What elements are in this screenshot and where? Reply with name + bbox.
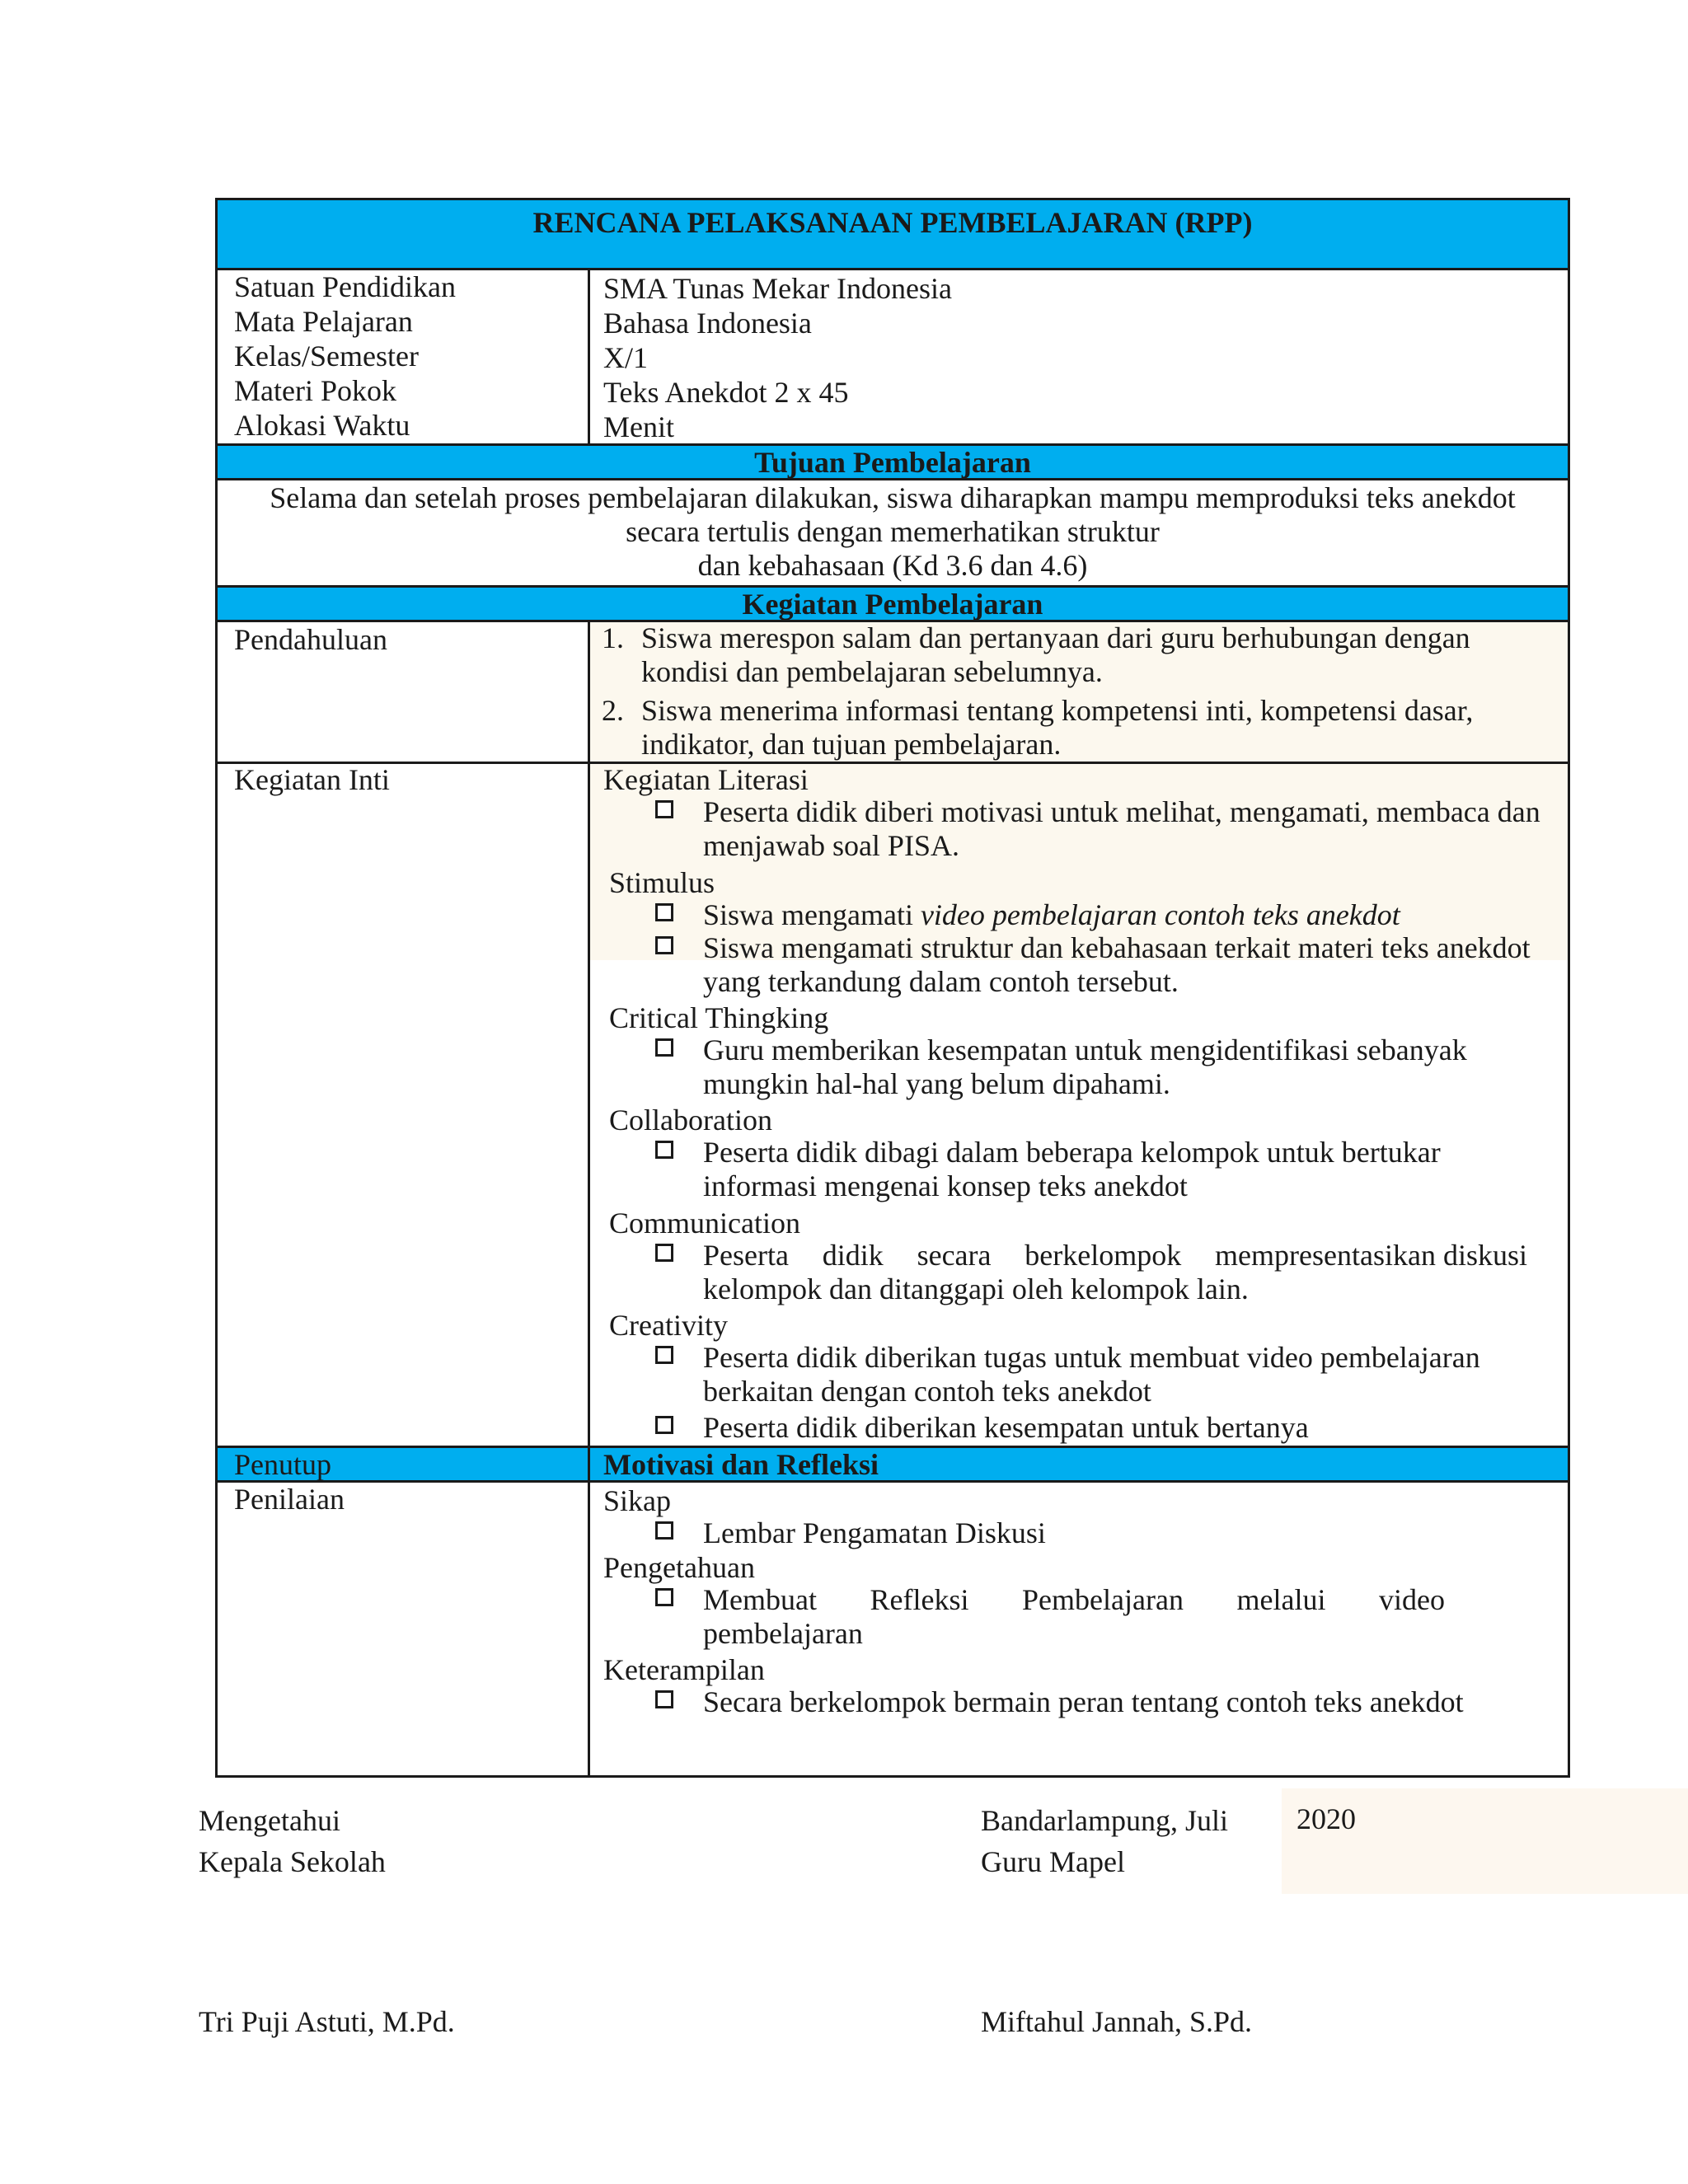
list-item-text: indikator, dan tujuan pembelajaran. [641, 728, 1062, 761]
section-heading: Critical Thingking [609, 1001, 829, 1034]
section-heading: Stimulus [609, 866, 715, 899]
checkbox-bullet-icon [655, 1141, 673, 1159]
word: melalui [1236, 1583, 1326, 1616]
identity-label: Mata Pelajaran [234, 305, 413, 338]
identity-value: Teks Anekdot 2 x 45 [603, 376, 849, 409]
checkbox-bullet-icon [655, 1521, 673, 1540]
checkbox-bullet-icon [655, 1038, 673, 1057]
section-heading: Sikap [603, 1484, 672, 1517]
identity-value: Menit [603, 410, 674, 443]
section-heading: Creativity [609, 1309, 728, 1342]
bullet-text-italic: video pembelajaran contoh teks anekdot [920, 898, 1400, 931]
word: berkelompok [1025, 1239, 1182, 1272]
identity-value: Bahasa Indonesia [603, 307, 812, 340]
column-divider [588, 620, 590, 1778]
bullet-text-plain: Siswa mengamati [703, 898, 921, 931]
checkbox-bullet-icon [655, 1588, 673, 1606]
tujuan-line: Selama dan setelah proses pembelajaran dilakukan, siswa diharapkan mampu memproduksi teks anekdot [270, 481, 1516, 514]
kegiatan-inti-label: Kegiatan Inti [234, 763, 390, 796]
penutup-label: Penutup [234, 1448, 332, 1481]
word: secara [917, 1239, 992, 1272]
signature-year: 2020 [1296, 1802, 1356, 1835]
penutup-band [218, 1448, 1568, 1481]
bullet-text: Peserta didik dibagi dalam beberapa kelompok untuk bertukar [703, 1136, 1441, 1169]
signature-left-line1: Mengetahui [199, 1804, 340, 1837]
bullet-text: Secara berkelompok bermain peran tentang contoh teks anekdot [703, 1685, 1464, 1718]
word: video [1378, 1583, 1445, 1616]
list-number: 1. [602, 621, 624, 654]
list-item-text: kondisi dan pembelajaran sebelumnya. [641, 655, 1103, 688]
word: Membuat [703, 1583, 817, 1616]
checkbox-bullet-icon [655, 1346, 673, 1364]
tujuan-line: dan kebahasaan (Kd 3.6 dan 4.6) [697, 549, 1088, 582]
bullet-text: Siswa mengamati struktur dan kebahasaan terkait materi teks anekdot [703, 931, 1531, 964]
word: Pembelajaran [1022, 1583, 1184, 1616]
list-item-text: Siswa menerima informasi tentang kompetensi inti, kompetensi dasar, [641, 694, 1474, 727]
signature-left-name: Tri Puji Astuti, M.Pd. [199, 2005, 455, 2038]
identity-label: Satuan Pendidikan [234, 270, 456, 303]
bullet-text [703, 898, 1400, 932]
identity-label: Alokasi Waktu [234, 409, 410, 442]
checkbox-bullet-icon [655, 800, 673, 818]
word: didik [822, 1239, 884, 1272]
checkbox-bullet-icon [655, 1244, 673, 1262]
section-heading: Keterampilan [603, 1653, 765, 1686]
bullet-text-justified [703, 1582, 1445, 1617]
bullet-text: Peserta didik diberikan kesempatan untuk bertanya [703, 1411, 1309, 1444]
kegiatan-header-band [218, 588, 1568, 621]
bullet-text-justified [703, 1238, 1527, 1272]
bullet-text: Peserta didik diberikan tugas untuk membuat video pembelajaran [703, 1341, 1480, 1374]
checkbox-bullet-icon [655, 1690, 673, 1708]
signature-place-date: Bandarlampung, Juli [981, 1804, 1228, 1837]
divider [218, 1480, 1568, 1483]
pendahuluan-label: Pendahuluan [234, 623, 387, 656]
bullet-text: mungkin hal-hal yang belum dipahami. [703, 1067, 1170, 1100]
bullet-text: informasi mengenai konsep teks anekdot [703, 1169, 1188, 1202]
bullet-text: menjawab soal PISA. [703, 829, 959, 862]
list-number: 2. [602, 694, 624, 727]
checkbox-bullet-icon [655, 936, 673, 954]
bullet-text: kelompok dan ditanggapi oleh kelompok lain. [703, 1272, 1249, 1305]
identity-label: Kelas/Semester [234, 340, 419, 373]
bullet-text: yang terkandung dalam contoh tersebut. [703, 965, 1179, 998]
tujuan-header: Tujuan Pembelajaran [754, 446, 1031, 479]
section-heading: Kegiatan Literasi [603, 763, 809, 796]
tujuan-header-band [218, 446, 1568, 479]
rpp-table [215, 198, 1570, 1778]
column-divider [588, 268, 590, 445]
bullet-text: berkaitan dengan contoh teks anekdot [703, 1375, 1151, 1408]
divider [218, 762, 1568, 764]
signature-right-line2: Guru Mapel [981, 1845, 1125, 1878]
penutup-value: Motivasi dan Refleksi [603, 1448, 879, 1481]
section-heading: Pengetahuan [603, 1551, 755, 1584]
document-title: RENCANA PELAKSANAAN PEMBELAJARAN (RPP) [532, 206, 1253, 239]
bullet-text: Lembar Pengamatan Diskusi [703, 1516, 1046, 1549]
tujuan-line: secara tertulis dengan memerhatikan struktur [626, 515, 1160, 548]
bullet-text: Guru memberikan kesempatan untuk mengidentifikasi sebanyak [703, 1033, 1467, 1066]
identity-label: Materi Pokok [234, 374, 396, 407]
section-heading: Communication [609, 1207, 800, 1240]
bullet-text: Peserta didik diberi motivasi untuk melihat, mengamati, membaca dan [703, 795, 1540, 828]
word: Peserta [703, 1239, 789, 1272]
kegiatan-header: Kegiatan Pembelajaran [742, 588, 1043, 621]
identity-value: X/1 [603, 341, 648, 374]
signature-right-name: Miftahul Jannah, S.Pd. [981, 2005, 1252, 2038]
checkbox-bullet-icon [655, 903, 673, 921]
signature-left-line2: Kepala Sekolah [199, 1845, 386, 1878]
list-item-text: Siswa merespon salam dan pertanyaan dari guru berhubungan dengan [641, 621, 1470, 654]
identity-value: SMA Tunas Mekar Indonesia [603, 272, 953, 305]
checkbox-bullet-icon [655, 1416, 673, 1434]
section-heading: Collaboration [609, 1104, 772, 1137]
title-band [218, 200, 1568, 269]
penilaian-label: Penilaian [234, 1483, 345, 1516]
word: Refleksi [870, 1583, 969, 1616]
word: mempresentasikan diskusi [1215, 1239, 1527, 1272]
bullet-text: pembelajaran [703, 1617, 863, 1650]
